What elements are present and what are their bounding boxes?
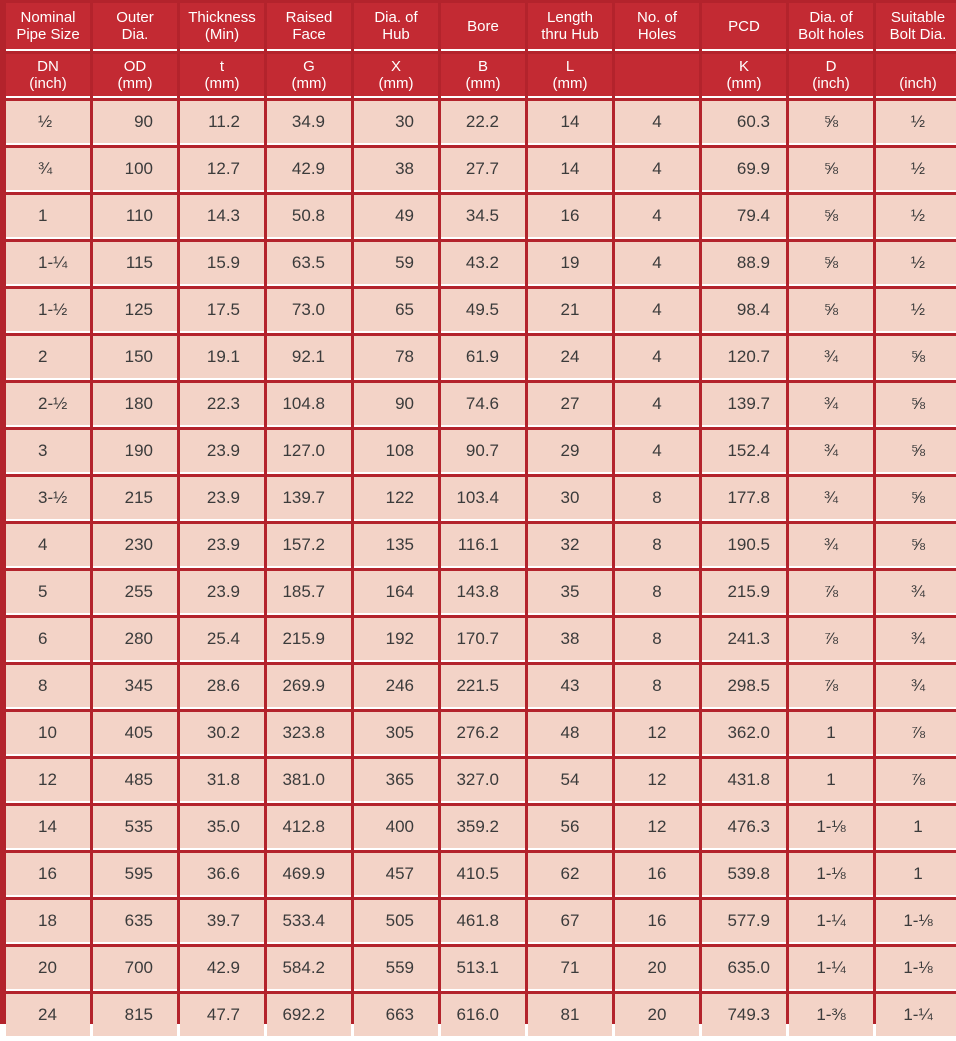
table-cell: 22.2 bbox=[441, 101, 525, 145]
table-cell: 98.4 bbox=[702, 289, 786, 333]
table-cell: 22.3 bbox=[180, 383, 264, 427]
table-cell: 559 bbox=[354, 947, 438, 991]
column-unit-7 bbox=[615, 54, 699, 98]
table-cell: 11.2 bbox=[180, 101, 264, 145]
table-cell: 1-⅛ bbox=[789, 806, 873, 850]
table-cell: 8 bbox=[615, 477, 699, 521]
table-cell: 4 bbox=[615, 242, 699, 286]
table-cell: ¾ bbox=[876, 571, 956, 615]
table-cell: 90.7 bbox=[441, 430, 525, 474]
table-cell: 139.7 bbox=[267, 477, 351, 521]
table-cell: 4 bbox=[615, 336, 699, 380]
table-cell: 61.9 bbox=[441, 336, 525, 380]
table-cell: ½ bbox=[876, 148, 956, 192]
table-cell: 23.9 bbox=[180, 430, 264, 474]
table-cell: 2 bbox=[6, 336, 90, 380]
flange-dimensions-table bbox=[3, 0, 956, 1041]
table-cell: 23.9 bbox=[180, 571, 264, 615]
table-cell: 10 bbox=[6, 712, 90, 756]
table-cell: 16 bbox=[615, 853, 699, 897]
table-cell: 400 bbox=[354, 806, 438, 850]
table-cell: 50.8 bbox=[267, 195, 351, 239]
table-cell: ¾ bbox=[789, 336, 873, 380]
table-cell: 215.9 bbox=[702, 571, 786, 615]
column-unit-3: G (mm) bbox=[267, 54, 351, 98]
table-cell: 48 bbox=[528, 712, 612, 756]
table-cell: ½ bbox=[876, 242, 956, 286]
header-row-titles bbox=[6, 3, 956, 51]
table-cell: 62 bbox=[528, 853, 612, 897]
table-cell: 150 bbox=[93, 336, 177, 380]
table-cell: 1-⅜ bbox=[789, 994, 873, 1038]
column-title-10: Suitable Bolt Dia. bbox=[876, 3, 956, 51]
table-cell: 359.2 bbox=[441, 806, 525, 850]
table-cell: 31.8 bbox=[180, 759, 264, 803]
column-title-5: Bore bbox=[441, 3, 525, 51]
table-cell: ¾ bbox=[876, 665, 956, 709]
table-cell: 1-¼ bbox=[876, 994, 956, 1038]
table-cell: 115 bbox=[93, 242, 177, 286]
table-row bbox=[6, 524, 956, 568]
table-cell: 18 bbox=[6, 900, 90, 944]
table-cell: 79.4 bbox=[702, 195, 786, 239]
table-row bbox=[6, 759, 956, 803]
column-title-2: Thickness (Min) bbox=[180, 3, 264, 51]
table-cell: 15.9 bbox=[180, 242, 264, 286]
table-cell: 103.4 bbox=[441, 477, 525, 521]
table-cell: ½ bbox=[6, 101, 90, 145]
table-cell: 513.1 bbox=[441, 947, 525, 991]
column-title-6: Length thru Hub bbox=[528, 3, 612, 51]
column-unit-4: X (mm) bbox=[354, 54, 438, 98]
column-title-7: No. of Holes bbox=[615, 3, 699, 51]
table-cell: 3 bbox=[6, 430, 90, 474]
table-cell: 6 bbox=[6, 618, 90, 662]
table-cell: 410.5 bbox=[441, 853, 525, 897]
table-cell: 122 bbox=[354, 477, 438, 521]
table-cell: 246 bbox=[354, 665, 438, 709]
table-cell: 539.8 bbox=[702, 853, 786, 897]
table-cell: ⅞ bbox=[789, 665, 873, 709]
table-cell: 616.0 bbox=[441, 994, 525, 1038]
table-cell: 69.9 bbox=[702, 148, 786, 192]
table-cell: ¾ bbox=[6, 148, 90, 192]
table-cell: ¾ bbox=[876, 618, 956, 662]
table-row bbox=[6, 336, 956, 380]
table-cell: ⅝ bbox=[789, 195, 873, 239]
table-cell: 120.7 bbox=[702, 336, 786, 380]
table-cell: 241.3 bbox=[702, 618, 786, 662]
table-cell: 185.7 bbox=[267, 571, 351, 615]
table-cell: ⅝ bbox=[789, 289, 873, 333]
table-cell: 56 bbox=[528, 806, 612, 850]
table-cell: ⅝ bbox=[876, 477, 956, 521]
table-cell: 35 bbox=[528, 571, 612, 615]
table-cell: 533.4 bbox=[267, 900, 351, 944]
table-cell: 4 bbox=[615, 101, 699, 145]
table-cell: 14.3 bbox=[180, 195, 264, 239]
table-cell: 36.6 bbox=[180, 853, 264, 897]
table-cell: 700 bbox=[93, 947, 177, 991]
table-cell: 34.5 bbox=[441, 195, 525, 239]
table-cell: 2-½ bbox=[6, 383, 90, 427]
table-cell: 23.9 bbox=[180, 477, 264, 521]
table-cell: ⅞ bbox=[876, 712, 956, 756]
table-row bbox=[6, 665, 956, 709]
table-cell: 19 bbox=[528, 242, 612, 286]
column-title-1: Outer Dia. bbox=[93, 3, 177, 51]
column-unit-2: t (mm) bbox=[180, 54, 264, 98]
table-cell: 43.2 bbox=[441, 242, 525, 286]
table-cell: 16 bbox=[528, 195, 612, 239]
column-title-4: Dia. of Hub bbox=[354, 3, 438, 51]
table-cell: 692.2 bbox=[267, 994, 351, 1038]
table-cell: 116.1 bbox=[441, 524, 525, 568]
table-cell: 365 bbox=[354, 759, 438, 803]
table-cell: 180 bbox=[93, 383, 177, 427]
table-cell: 59 bbox=[354, 242, 438, 286]
table-cell: ¾ bbox=[789, 383, 873, 427]
table-cell: 139.7 bbox=[702, 383, 786, 427]
table-cell: ⅝ bbox=[876, 383, 956, 427]
table-cell: 21 bbox=[528, 289, 612, 333]
table-cell: ½ bbox=[876, 101, 956, 145]
table-cell: 110 bbox=[93, 195, 177, 239]
table-cell: 190.5 bbox=[702, 524, 786, 568]
table-cell: ⅞ bbox=[789, 571, 873, 615]
table-cell: 635 bbox=[93, 900, 177, 944]
table-cell: 815 bbox=[93, 994, 177, 1038]
table-cell: 20 bbox=[615, 994, 699, 1038]
table-cell: 24 bbox=[6, 994, 90, 1038]
table-cell: ⅝ bbox=[789, 101, 873, 145]
table-cell: 749.3 bbox=[702, 994, 786, 1038]
table-cell: 280 bbox=[93, 618, 177, 662]
table-cell: 190 bbox=[93, 430, 177, 474]
table-cell: 1 bbox=[789, 759, 873, 803]
table-cell: 170.7 bbox=[441, 618, 525, 662]
table-cell: 4 bbox=[615, 383, 699, 427]
table-cell: 108 bbox=[354, 430, 438, 474]
table-cell: ⅝ bbox=[789, 242, 873, 286]
table-cell: 49 bbox=[354, 195, 438, 239]
table-row bbox=[6, 477, 956, 521]
table-cell: 476.3 bbox=[702, 806, 786, 850]
table-cell: 8 bbox=[615, 571, 699, 615]
table-cell: 38 bbox=[528, 618, 612, 662]
table-cell: 505 bbox=[354, 900, 438, 944]
table-row bbox=[6, 101, 956, 145]
table-cell: 90 bbox=[93, 101, 177, 145]
table-cell: 30 bbox=[528, 477, 612, 521]
table-cell: 27 bbox=[528, 383, 612, 427]
table-cell: 305 bbox=[354, 712, 438, 756]
table-cell: 4 bbox=[615, 195, 699, 239]
table-row bbox=[6, 242, 956, 286]
table-cell: ½ bbox=[876, 289, 956, 333]
table-cell: 143.8 bbox=[441, 571, 525, 615]
table-cell: ⅞ bbox=[876, 759, 956, 803]
table-cell: 461.8 bbox=[441, 900, 525, 944]
table-row bbox=[6, 900, 956, 944]
table-cell: 12 bbox=[615, 712, 699, 756]
table-cell: 34.9 bbox=[267, 101, 351, 145]
table-cell: 4 bbox=[615, 289, 699, 333]
table-cell: 5 bbox=[6, 571, 90, 615]
table-cell: 16 bbox=[615, 900, 699, 944]
table-cell: ⅝ bbox=[789, 148, 873, 192]
table-cell: 30.2 bbox=[180, 712, 264, 756]
table-cell: 323.8 bbox=[267, 712, 351, 756]
table-cell: 54 bbox=[528, 759, 612, 803]
table-cell: 14 bbox=[528, 148, 612, 192]
table-row bbox=[6, 618, 956, 662]
table-cell: 4 bbox=[615, 148, 699, 192]
table-cell: 177.8 bbox=[702, 477, 786, 521]
table-body bbox=[6, 101, 956, 1038]
table-cell: 47.7 bbox=[180, 994, 264, 1038]
table-cell: 14 bbox=[6, 806, 90, 850]
column-unit-9: D (inch) bbox=[789, 54, 873, 98]
table-cell: 663 bbox=[354, 994, 438, 1038]
table-row bbox=[6, 289, 956, 333]
table-cell: 16 bbox=[6, 853, 90, 897]
table-cell: 1 bbox=[876, 806, 956, 850]
table-cell: 8 bbox=[615, 665, 699, 709]
table-cell: 71 bbox=[528, 947, 612, 991]
table-cell: 63.5 bbox=[267, 242, 351, 286]
table-cell: 1-¼ bbox=[789, 947, 873, 991]
table-cell: 30 bbox=[354, 101, 438, 145]
table-cell: 32 bbox=[528, 524, 612, 568]
table-cell: 577.9 bbox=[702, 900, 786, 944]
table-cell: 12 bbox=[6, 759, 90, 803]
table-cell: 1-¼ bbox=[6, 242, 90, 286]
table-row bbox=[6, 383, 956, 427]
table-cell: ⅞ bbox=[789, 618, 873, 662]
table-cell: 60.3 bbox=[702, 101, 786, 145]
table-row bbox=[6, 430, 956, 474]
table-cell: ⅝ bbox=[876, 524, 956, 568]
table-cell: 20 bbox=[6, 947, 90, 991]
table-cell: 152.4 bbox=[702, 430, 786, 474]
table-cell: 276.2 bbox=[441, 712, 525, 756]
table-cell: 12 bbox=[615, 806, 699, 850]
table-cell: 100 bbox=[93, 148, 177, 192]
table-row bbox=[6, 853, 956, 897]
table-cell: 8 bbox=[6, 665, 90, 709]
table-cell: 1-⅛ bbox=[876, 947, 956, 991]
table-cell: ⅝ bbox=[876, 336, 956, 380]
table-cell: 584.2 bbox=[267, 947, 351, 991]
table-cell: ¾ bbox=[789, 524, 873, 568]
table-cell: 157.2 bbox=[267, 524, 351, 568]
table-cell: 1 bbox=[789, 712, 873, 756]
column-unit-6: L (mm) bbox=[528, 54, 612, 98]
column-unit-1: OD (mm) bbox=[93, 54, 177, 98]
table-cell: 43 bbox=[528, 665, 612, 709]
column-unit-8: K (mm) bbox=[702, 54, 786, 98]
table-cell: 125 bbox=[93, 289, 177, 333]
table-cell: 635.0 bbox=[702, 947, 786, 991]
table-cell: ½ bbox=[876, 195, 956, 239]
table-cell: 104.8 bbox=[267, 383, 351, 427]
table-cell: 215 bbox=[93, 477, 177, 521]
table-cell: 127.0 bbox=[267, 430, 351, 474]
table-cell: 3-½ bbox=[6, 477, 90, 521]
table-cell: 20 bbox=[615, 947, 699, 991]
table-cell: 469.9 bbox=[267, 853, 351, 897]
table-cell: 8 bbox=[615, 524, 699, 568]
table-cell: 221.5 bbox=[441, 665, 525, 709]
table-cell: 28.6 bbox=[180, 665, 264, 709]
table-row bbox=[6, 806, 956, 850]
column-title-3: Raised Face bbox=[267, 3, 351, 51]
table-cell: 1-⅛ bbox=[789, 853, 873, 897]
table-cell: 1 bbox=[6, 195, 90, 239]
table-cell: 269.9 bbox=[267, 665, 351, 709]
table-cell: 1-¼ bbox=[789, 900, 873, 944]
table-cell: 405 bbox=[93, 712, 177, 756]
table-cell: 92.1 bbox=[267, 336, 351, 380]
table-cell: 88.9 bbox=[702, 242, 786, 286]
table-cell: 73.0 bbox=[267, 289, 351, 333]
table-cell: 35.0 bbox=[180, 806, 264, 850]
table-cell: 135 bbox=[354, 524, 438, 568]
column-title-9: Dia. of Bolt holes bbox=[789, 3, 873, 51]
table-cell: 1-½ bbox=[6, 289, 90, 333]
table-cell: 535 bbox=[93, 806, 177, 850]
table-cell: 12.7 bbox=[180, 148, 264, 192]
table-cell: 74.6 bbox=[441, 383, 525, 427]
table-cell: 230 bbox=[93, 524, 177, 568]
table-cell: 345 bbox=[93, 665, 177, 709]
table-cell: 81 bbox=[528, 994, 612, 1038]
table-cell: 42.9 bbox=[267, 148, 351, 192]
table-cell: 25.4 bbox=[180, 618, 264, 662]
table-cell: 39.7 bbox=[180, 900, 264, 944]
table-cell: 29 bbox=[528, 430, 612, 474]
table-cell: 327.0 bbox=[441, 759, 525, 803]
table-cell: 457 bbox=[354, 853, 438, 897]
table-cell: 255 bbox=[93, 571, 177, 615]
table-cell: 1-⅛ bbox=[876, 900, 956, 944]
table-cell: 38 bbox=[354, 148, 438, 192]
column-title-8: PCD bbox=[702, 3, 786, 51]
table-cell: ⅝ bbox=[876, 430, 956, 474]
table-cell: 12 bbox=[615, 759, 699, 803]
header-row-units bbox=[6, 54, 956, 98]
table-cell: 1 bbox=[876, 853, 956, 897]
table-cell: 19.1 bbox=[180, 336, 264, 380]
table-cell: 49.5 bbox=[441, 289, 525, 333]
table-cell: 27.7 bbox=[441, 148, 525, 192]
table-row bbox=[6, 148, 956, 192]
table-cell: 362.0 bbox=[702, 712, 786, 756]
table-cell: 17.5 bbox=[180, 289, 264, 333]
table-cell: ¾ bbox=[789, 477, 873, 521]
table-cell: 431.8 bbox=[702, 759, 786, 803]
table-cell: 381.0 bbox=[267, 759, 351, 803]
table-cell: 4 bbox=[6, 524, 90, 568]
table-cell: 4 bbox=[615, 430, 699, 474]
table-cell: 485 bbox=[93, 759, 177, 803]
table-cell: 412.8 bbox=[267, 806, 351, 850]
table-cell: 23.9 bbox=[180, 524, 264, 568]
table-cell: 42.9 bbox=[180, 947, 264, 991]
table-row bbox=[6, 947, 956, 991]
table-row bbox=[6, 571, 956, 615]
table-cell: 298.5 bbox=[702, 665, 786, 709]
table-cell: 67 bbox=[528, 900, 612, 944]
table-cell: 215.9 bbox=[267, 618, 351, 662]
table-cell: 24 bbox=[528, 336, 612, 380]
table-cell: ¾ bbox=[789, 430, 873, 474]
table-cell: 8 bbox=[615, 618, 699, 662]
column-unit-5: B (mm) bbox=[441, 54, 525, 98]
column-unit-0: DN (inch) bbox=[6, 54, 90, 98]
table-cell: 14 bbox=[528, 101, 612, 145]
table-cell: 65 bbox=[354, 289, 438, 333]
table-cell: 90 bbox=[354, 383, 438, 427]
table-row bbox=[6, 195, 956, 239]
table-row bbox=[6, 712, 956, 756]
column-unit-10: (inch) bbox=[876, 54, 956, 98]
table-row bbox=[6, 994, 956, 1038]
table-cell: 595 bbox=[93, 853, 177, 897]
table-cell: 192 bbox=[354, 618, 438, 662]
column-title-0: Nominal Pipe Size bbox=[6, 3, 90, 51]
table-cell: 164 bbox=[354, 571, 438, 615]
table-cell: 78 bbox=[354, 336, 438, 380]
